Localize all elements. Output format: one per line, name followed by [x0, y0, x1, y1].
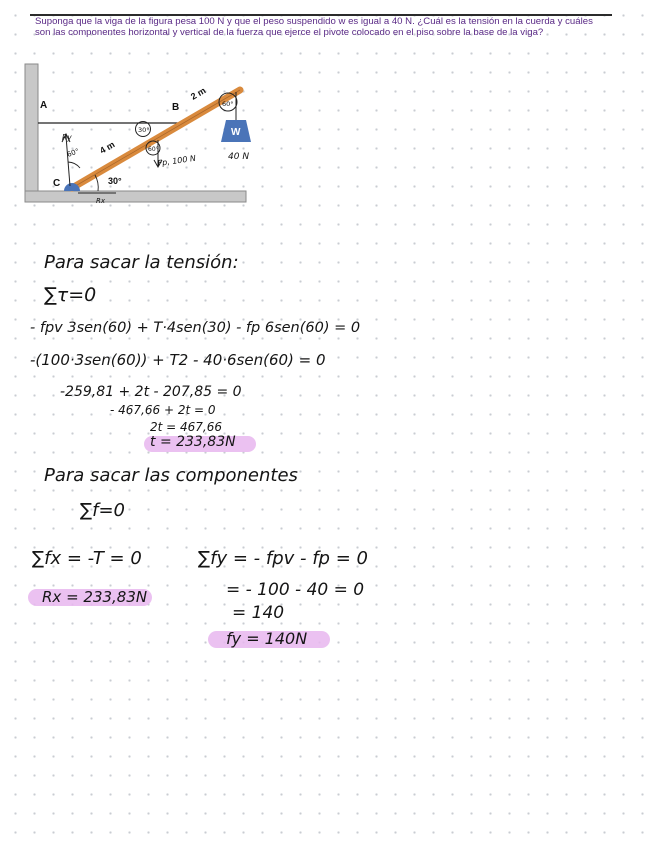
wall — [25, 64, 38, 202]
ry-arrow — [66, 136, 70, 186]
angle-lower: 60° — [65, 147, 81, 159]
length-lower: 4 m — [98, 139, 117, 156]
equation-1: - fpv 3sen(60) + T·4sen(30) - fp 6sen(60) = 0 — [30, 320, 361, 336]
heading-tension: Para sacar la tensión: — [44, 252, 239, 273]
fy-result: fy = 140N — [226, 629, 308, 648]
beam-edge — [72, 90, 240, 188]
label-b: B — [172, 102, 180, 113]
angle-top: 60° — [222, 100, 234, 108]
hand-w: 40 N — [228, 152, 250, 162]
sum-force: ∑f=0 — [80, 500, 125, 521]
result-tension: t = 233,83N — [150, 434, 236, 450]
angle-base: 30° — [108, 176, 122, 186]
fy-step-2: = 140 — [232, 603, 285, 623]
equation-5: 2t = 467,66 — [150, 420, 223, 434]
fy-step-1: = - 100 - 40 = 0 — [226, 580, 365, 600]
hand-fp: Fp, 100 N — [157, 153, 197, 168]
hand-ry: Ry — [62, 133, 72, 142]
rx-result: Rx = 233,83N — [42, 588, 148, 606]
length-upper: 2 m — [189, 85, 208, 102]
beam-figure — [22, 62, 262, 208]
hand-rx: Rx — [96, 197, 106, 205]
arc-lower — [68, 162, 80, 168]
sum-torque: ∑τ=0 — [44, 284, 97, 306]
weight-label: W — [231, 127, 241, 138]
problem-statement: Suponga que la viga de la figura pesa 100 N y que el peso suspendido w es igual a 40 N. ¿Cuál es la tensión en la cuerda y cuáles son las componentes horizontal y vertical de la fuerza que ejerce el pivote colocado en el piso sobre la base de la viga? — [35, 16, 593, 39]
fy-equation: ∑fy = - fpv - fp = 0 — [198, 548, 368, 569]
angle-rope: 30° — [138, 126, 150, 134]
equation-4: - 467,66 + 2t = 0 — [110, 403, 216, 417]
angle-mid: 60° — [148, 146, 159, 153]
label-a: A — [40, 100, 48, 111]
heading-components: Para sacar las componentes — [44, 465, 298, 486]
fx-equation: ∑fx = -T = 0 — [32, 548, 142, 569]
floor — [25, 191, 246, 202]
label-c: C — [53, 178, 61, 189]
equation-2: -(100·3sen(60)) + T2 - 40·6sen(60) = 0 — [30, 351, 326, 369]
equation-3: -259,81 + 2t - 207,85 = 0 — [60, 384, 242, 400]
